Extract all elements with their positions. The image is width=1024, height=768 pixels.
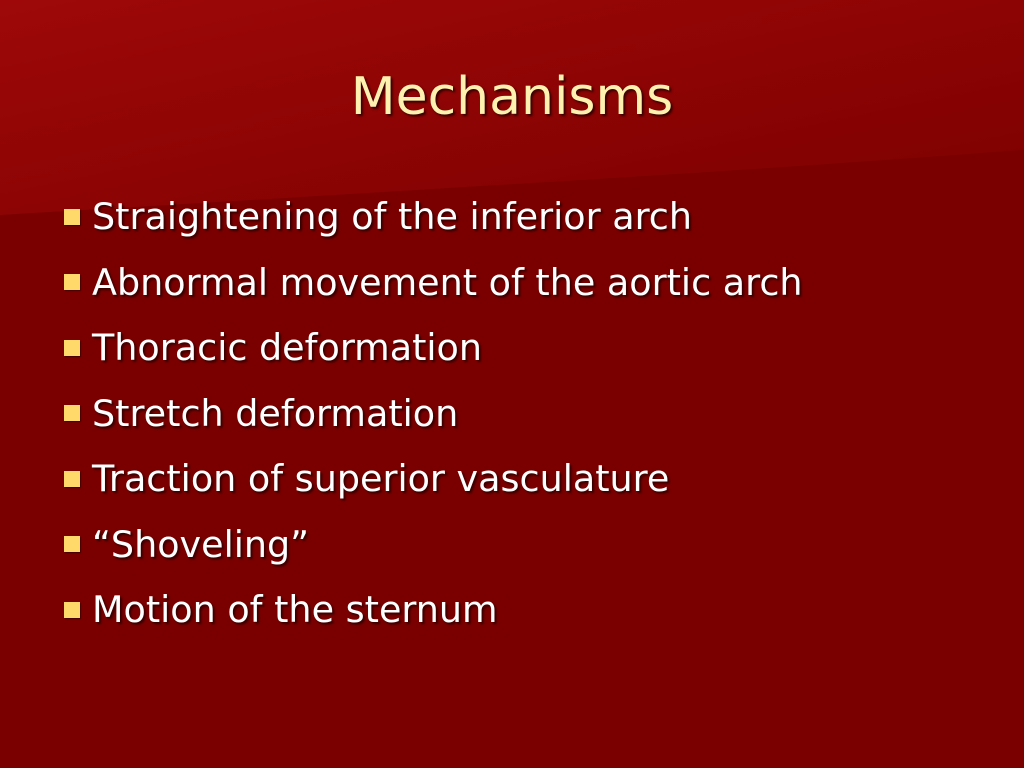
bullet-text: Motion of the sternum (92, 588, 498, 632)
square-bullet-icon (64, 536, 80, 552)
list-item (64, 250, 803, 316)
bullet-text: Traction of superior vasculature (92, 457, 670, 501)
square-bullet-icon (64, 471, 80, 487)
list-item (64, 381, 803, 447)
square-bullet-icon (64, 602, 80, 618)
slide-title: Mechanisms (350, 67, 674, 127)
bullet-text: Straightening of the inferior arch (92, 195, 692, 239)
bullet-text: Thoracic deformation (92, 326, 483, 370)
bullet-text: Abnormal movement of the aortic arch (92, 260, 803, 304)
list-item (64, 184, 803, 250)
square-bullet-icon (64, 405, 80, 421)
square-bullet-icon (64, 209, 80, 225)
bullet-text: “Shoveling” (92, 522, 310, 566)
list-item (64, 512, 803, 578)
list-item (64, 577, 803, 643)
square-bullet-icon (64, 274, 80, 290)
square-bullet-icon (64, 340, 80, 356)
bullet-text: Stretch deformation (92, 391, 459, 435)
list-item (64, 315, 803, 381)
list-item (64, 446, 803, 512)
bullet-list (64, 184, 803, 643)
